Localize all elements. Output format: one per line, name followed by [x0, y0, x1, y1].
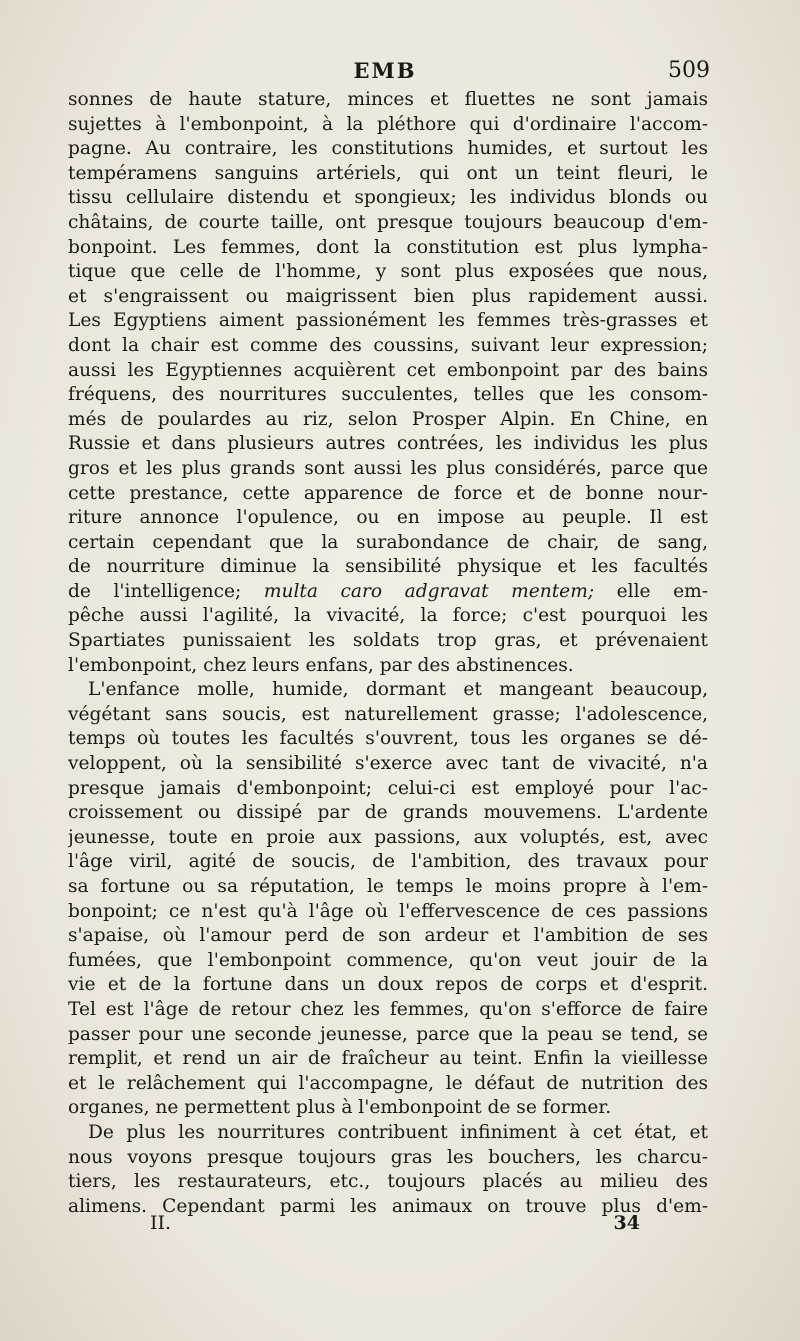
- text-line: [68, 580, 708, 605]
- text-line: L'enfance molle, humide, dormant et mangeant beaucoup,: [88, 679, 708, 701]
- text-line: et le relâchement qui l'accompagne, le défaut de nutrition des: [68, 1072, 708, 1094]
- text-line: Les Egyptiens aiment passionément les femmes très-grasses et: [68, 310, 708, 332]
- text-line: châtains, de courte taille, ont presque toujours beaucoup d'em-: [68, 211, 708, 233]
- text-line: dont la chair est comme des coussins, suivant leur expression;: [68, 334, 708, 356]
- text-line: Tel est l'âge de retour chez les femmes, qu'on s'efforce de faire: [68, 998, 708, 1020]
- text-line: temps où toutes les facultés s'ouvrent, tous les organes se dé-: [68, 728, 708, 750]
- text-line: presque jamais d'embonpoint; celui-ci est employé pour l'ac-: [68, 777, 708, 799]
- text-line: fréquens, des nourritures succulentes, telles que les consom-: [68, 384, 708, 406]
- signature-mark: II.: [150, 1212, 172, 1234]
- page-footer: [150, 1212, 640, 1242]
- page-header: [60, 58, 710, 88]
- text-line: jeunesse, toute en proie aux passions, aux voluptés, est, avec: [68, 826, 708, 848]
- text-line: vie et de la fortune dans un doux repos de corps et d'esprit.: [68, 974, 708, 996]
- text-line: tiers, les restaurateurs, etc., toujours placés au milieu des: [68, 1171, 708, 1193]
- text-line: gros et les plus grands sont aussi les plus considérés, parce que: [68, 457, 708, 479]
- body-text: [68, 88, 708, 1219]
- text-line: végétant sans soucis, est naturellement grasse; l'adolescence,: [68, 703, 708, 725]
- text-line: et s'engraissent ou maigrissent bien plus rapidement aussi.: [68, 285, 708, 307]
- latin-quote: multa caro adgravat mentem;: [263, 580, 595, 602]
- text-line: sujettes à l'embonpoint, à la pléthore qui d'ordinaire l'accom-: [68, 113, 708, 135]
- text-line: croissement ou dissipé par de grands mouvemens. L'ardente: [68, 802, 708, 824]
- text-line: tique que celle de l'homme, y sont plus exposées que nous,: [68, 261, 708, 283]
- text-line: aussi les Egyptiennes acquièrent cet embonpoint par des bains: [68, 359, 708, 381]
- text-line: sonnes de haute stature, minces et fluettes ne sont jamais: [68, 89, 708, 110]
- page-number: 509: [668, 58, 710, 83]
- text-line: sa fortune ou sa réputation, le temps le moins propre à l'em-: [68, 876, 708, 897]
- text-line: alimens. Cependant parmi les animaux on trouve plus d'em-: [68, 1195, 708, 1217]
- text-line: l'âge viril, agité de soucis, de l'ambition, des travaux pour: [68, 851, 708, 873]
- text-line: organes, ne permettent plus à l'embonpoint de se former.: [68, 1097, 612, 1119]
- text-line: Russie et dans plusieurs autres contrées, les individus les plus: [68, 433, 708, 455]
- folio-number: 34: [613, 1212, 640, 1234]
- text-line: remplit, et rend un air de fraîcheur au teint. Enfin la vieillesse: [68, 1048, 708, 1070]
- text-line: riture annonce l'opulence, ou en impose au peuple. Il est: [68, 507, 708, 529]
- text-line: fumées, que l'embonpoint commence, qu'on veut jouir de la: [68, 949, 708, 971]
- text-line: pêche aussi l'agilité, la vivacité, la force; c'est pourquoi les: [68, 605, 708, 627]
- text-line: bonpoint; ce n'est qu'à l'âge où l'effervescence de ces passions: [68, 900, 708, 922]
- text-line: passer pour une seconde jeunesse, parce que la peau se tend, se: [68, 1023, 708, 1045]
- text-line: l'embonpoint, chez leurs enfans, par des abstinences.: [68, 654, 574, 676]
- text-line: tempéramens sanguins artériels, qui ont un teint fleuri, le: [68, 162, 708, 184]
- text-line: bonpoint. Les femmes, dont la constitution est plus lympha-: [68, 236, 708, 258]
- text-line: De plus les nourritures contribuent infiniment à cet état, et: [88, 1121, 708, 1143]
- text-line: s'apaise, où l'amour perd de son ardeur et l'ambition de ses: [68, 925, 708, 947]
- text-line: nous voyons presque toujours gras les bouchers, les charcu-: [68, 1146, 708, 1168]
- text-line: pagne. Au contraire, les constitutions humides, et surtout les: [68, 138, 708, 160]
- text-line: certain cependant que la surabondance de chair, de sang,: [68, 531, 708, 553]
- text-line: de nourriture diminue la sensibilité physique et les facultés: [68, 556, 708, 578]
- text-line: més de poulardes au riz, selon Prosper Alpin. En Chine, en: [68, 408, 708, 430]
- text-segment: de l'intelligence;: [68, 580, 264, 602]
- running-head: EMB: [353, 58, 417, 83]
- text-line: veloppent, où la sensibilité s'exerce avec tant de vivacité, n'a: [68, 753, 708, 775]
- text-line: cette prestance, cette apparence de force et de bonne nour-: [68, 482, 708, 504]
- text-line: Spartiates punissaient les soldats trop gras, et prévenaient: [68, 630, 708, 652]
- text-segment: elle em-: [594, 580, 708, 602]
- text-line: tissu cellulaire distendu et spongieux; les individus blonds ou: [68, 187, 708, 209]
